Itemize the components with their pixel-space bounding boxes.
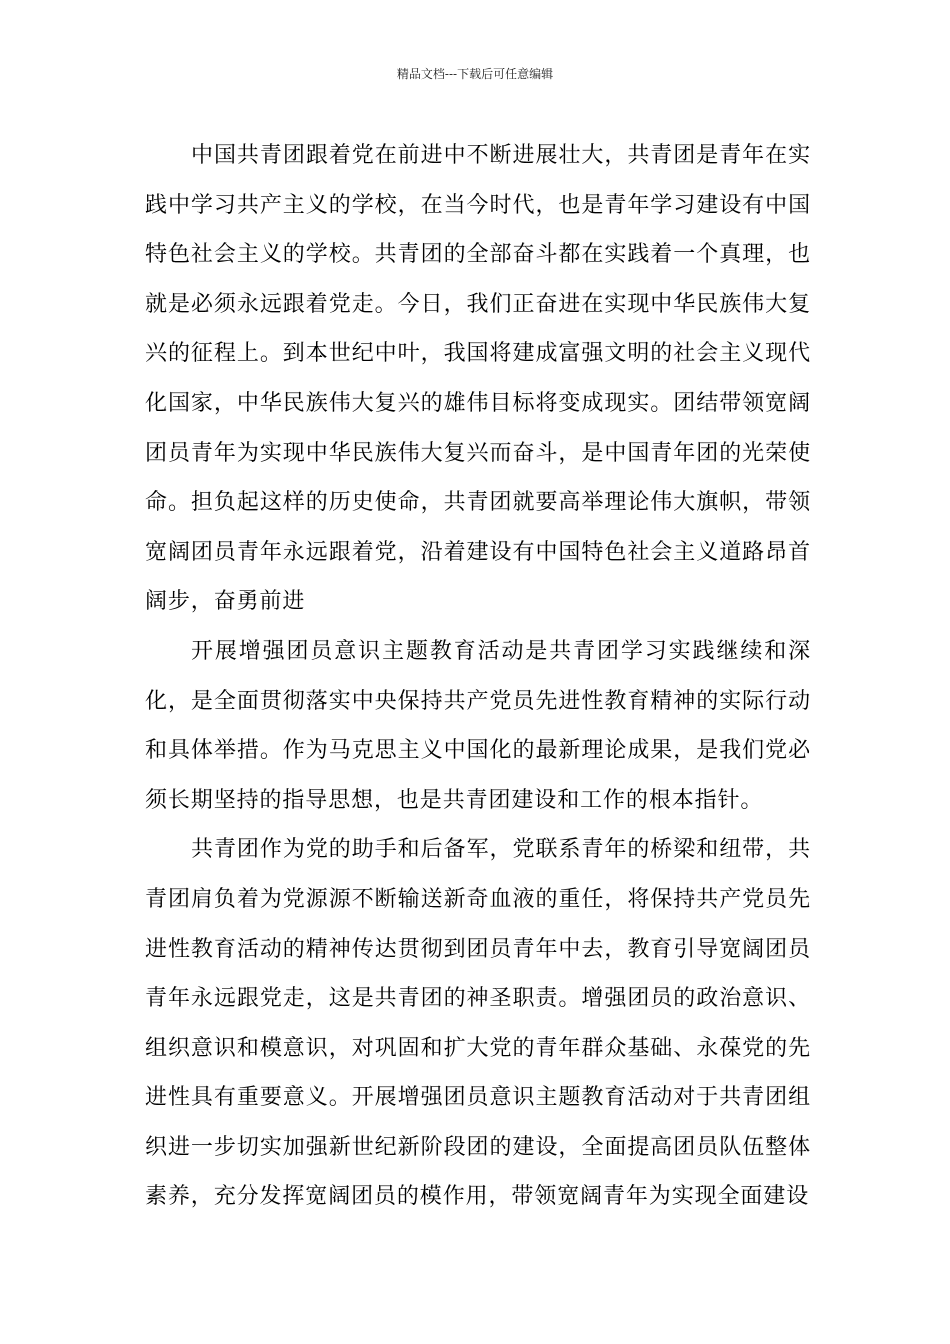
paragraph-1: 中国共青团跟着党在前进中不断进展壮大，共青团是青年在实践中学习共产主义的学校，在当今时代，也是青年学习建设有中国特色社会主义的学校。共青团的全部奋斗都在实践着一个真理，也就是必须永远跟着党走。今日，我们正奋进在实现中华民族伟大复兴的征程上。到本世纪中叶，我国将建成富强文明的社会主义现代化国家，中华民族伟大复兴的雄伟目标将变成现实。团结带领宽阔团员青年为实现中华民族伟大复兴而奋斗，是中国青年团的光荣使命。担负起这样的历史使命，共青团就要高举理论伟大旗帜，带领宽阔团员青年永远跟着党，沿着建设有中国特色社会主义道路昂首阔步，奋勇前进: [145, 143, 811, 615]
page-header: 精品文档---下载后可任意编辑: [396, 67, 554, 81]
paragraph-2: 开展增强团员意识主题教育活动是共青团学习实践继续和深化，是全面贯彻落实中央保持共产党员先进性教育精神的实际行动和具体举措。作为马克思主义中国化的最新理论成果，是我们党必须长期坚持的指导思想，也是共青团建设和工作的根本指针。: [145, 638, 811, 813]
document-body: [145, 131, 811, 1222]
paragraph-3: 共青团作为党的助手和后备军，党联系青年的桥梁和纽带，共青团肩负着为党源源不断输送新奇血液的重任，将保持共产党员先进性教育活动的精神传达贯彻到团员青年中去，教育引导宽阔团员青年永远跟党走，这是共青团的神圣职责。增强团员的政治意识、组织意识和模意识，对巩固和扩大党的青年群众基础、永葆党的先进性具有重要意义。开展增强团员意识主题教育活动对于共青团组织进一步切实加强新世纪新阶段团的建设，全面提高团员队伍整体素养，充分发挥宽阔团员的模作用，带领宽阔青年为实现全面建设: [145, 837, 811, 1210]
